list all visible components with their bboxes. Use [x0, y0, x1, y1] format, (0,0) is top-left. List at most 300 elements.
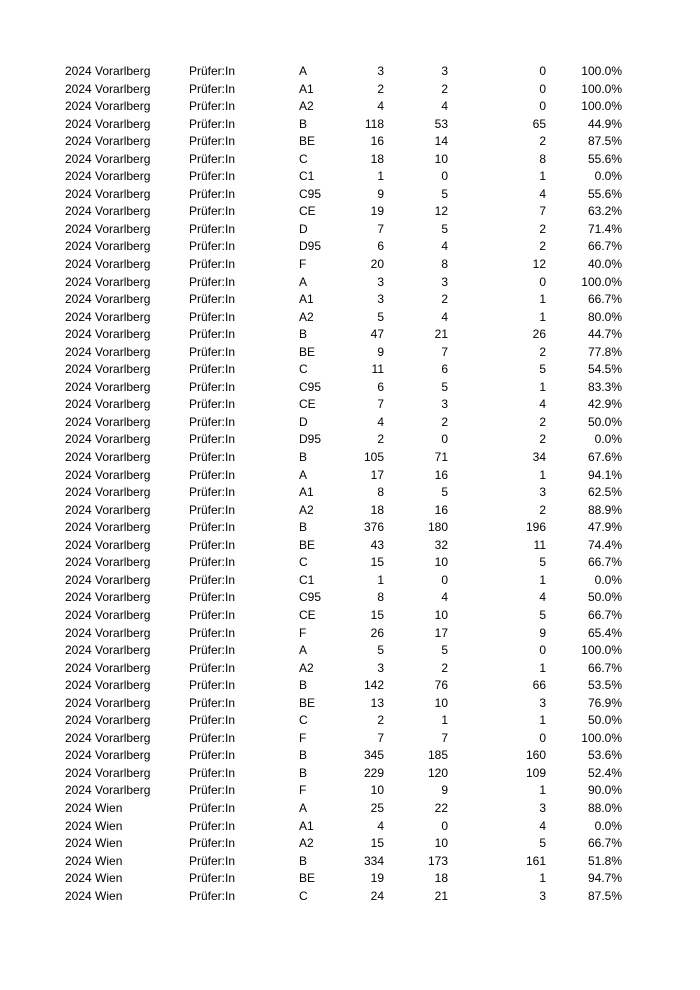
table-row — [0, 396, 700, 414]
table-row — [0, 238, 700, 256]
cell-passed: 4 — [441, 239, 448, 254]
cell-failed: 2 — [539, 414, 546, 429]
cell-pass-rate: 66.7% — [587, 292, 622, 307]
cell-total: 1 — [377, 572, 384, 587]
table-row — [0, 519, 700, 537]
cell-pass-rate: 0.0% — [594, 818, 622, 833]
cell-role: Prüfer:In — [189, 432, 236, 447]
table-row — [0, 660, 700, 678]
cell-failed: 5 — [539, 607, 546, 622]
cell-pass-rate: 50.0% — [587, 590, 622, 605]
cell-failed: 2 — [539, 502, 546, 517]
cell-total: 3 — [377, 660, 384, 675]
cell-failed: 0 — [539, 274, 546, 289]
table-row — [0, 168, 700, 186]
cell-role: Prüfer:In — [189, 853, 236, 868]
cell-license-class: BE — [299, 695, 316, 710]
cell-role: Prüfer:In — [189, 151, 236, 166]
cell-region: 2024 Vorarlberg — [65, 81, 151, 96]
cell-pass-rate: 90.0% — [587, 783, 622, 798]
table-row — [0, 361, 700, 379]
cell-role: Prüfer:In — [189, 221, 236, 236]
table-row — [0, 221, 700, 239]
cell-passed: 4 — [441, 99, 448, 114]
cell-failed: 66 — [532, 678, 546, 693]
cell-passed: 18 — [434, 871, 448, 886]
cell-passed: 17 — [434, 625, 448, 640]
cell-passed: 10 — [434, 836, 448, 851]
cell-role: Prüfer:In — [189, 397, 236, 412]
cell-region: 2024 Vorarlberg — [65, 485, 151, 500]
cell-failed: 1 — [539, 309, 546, 324]
table-row — [0, 625, 700, 643]
table-row — [0, 695, 700, 713]
cell-failed: 1 — [539, 783, 546, 798]
cell-region: 2024 Vorarlberg — [65, 274, 151, 289]
table-row — [0, 502, 700, 520]
cell-total: 2 — [377, 713, 384, 728]
cell-failed: 0 — [539, 730, 546, 745]
cell-role: Prüfer:In — [189, 344, 236, 359]
table-row — [0, 467, 700, 485]
cell-failed: 2 — [539, 221, 546, 236]
cell-passed: 0 — [441, 572, 448, 587]
table-row — [0, 291, 700, 309]
cell-total: 8 — [377, 590, 384, 605]
cell-license-class: C1 — [299, 572, 315, 587]
data-table — [0, 63, 700, 905]
cell-passed: 16 — [434, 467, 448, 482]
table-row — [0, 116, 700, 134]
cell-role: Prüfer:In — [189, 713, 236, 728]
cell-role: Prüfer:In — [189, 99, 236, 114]
cell-passed: 16 — [434, 502, 448, 517]
cell-pass-rate: 80.0% — [587, 309, 622, 324]
cell-license-class: A2 — [299, 836, 314, 851]
cell-total: 16 — [370, 134, 384, 149]
cell-failed: 1 — [539, 379, 546, 394]
cell-total: 13 — [370, 695, 384, 710]
cell-region: 2024 Vorarlberg — [65, 537, 151, 552]
cell-pass-rate: 88.9% — [587, 502, 622, 517]
cell-license-class: B — [299, 678, 308, 693]
cell-license-class: A2 — [299, 660, 314, 675]
cell-total: 4 — [377, 414, 384, 429]
cell-passed: 0 — [441, 169, 448, 184]
cell-role: Prüfer:In — [189, 274, 236, 289]
cell-license-class: A2 — [299, 309, 314, 324]
cell-pass-rate: 71.4% — [587, 221, 622, 236]
table-row — [0, 712, 700, 730]
cell-region: 2024 Wien — [65, 800, 123, 815]
cell-role: Prüfer:In — [189, 116, 236, 131]
cell-passed: 7 — [441, 730, 448, 745]
cell-region: 2024 Wien — [65, 853, 123, 868]
table-row — [0, 63, 700, 81]
cell-region: 2024 Vorarlberg — [65, 660, 151, 675]
cell-failed: 26 — [532, 327, 546, 342]
cell-failed: 7 — [539, 204, 546, 219]
cell-role: Prüfer:In — [189, 414, 236, 429]
cell-passed: 21 — [434, 888, 448, 903]
cell-total: 19 — [370, 871, 384, 886]
cell-passed: 5 — [441, 186, 448, 201]
cell-region: 2024 Vorarlberg — [65, 134, 151, 149]
cell-region: 2024 Vorarlberg — [65, 169, 151, 184]
cell-license-class: BE — [299, 134, 316, 149]
cell-total: 7 — [377, 397, 384, 412]
cell-pass-rate: 0.0% — [594, 432, 622, 447]
cell-role: Prüfer:In — [189, 625, 236, 640]
cell-failed: 5 — [539, 836, 546, 851]
cell-region: 2024 Vorarlberg — [65, 116, 151, 131]
cell-region: 2024 Vorarlberg — [65, 643, 151, 658]
cell-passed: 76 — [434, 678, 448, 693]
cell-license-class: A — [299, 800, 308, 815]
cell-role: Prüfer:In — [189, 607, 236, 622]
cell-failed: 4 — [539, 590, 546, 605]
cell-region: 2024 Vorarlberg — [65, 590, 151, 605]
cell-passed: 120 — [427, 765, 448, 780]
cell-pass-rate: 52.4% — [587, 765, 622, 780]
cell-role: Prüfer:In — [189, 81, 236, 96]
cell-pass-rate: 66.7% — [587, 607, 622, 622]
cell-passed: 71 — [434, 450, 448, 465]
cell-passed: 5 — [441, 221, 448, 236]
cell-total: 25 — [370, 800, 384, 815]
cell-role: Prüfer:In — [189, 888, 236, 903]
cell-total: 5 — [377, 643, 384, 658]
table-row — [0, 98, 700, 116]
table-row — [0, 431, 700, 449]
cell-region: 2024 Vorarlberg — [65, 239, 151, 254]
cell-passed: 21 — [434, 327, 448, 342]
cell-total: 8 — [377, 485, 384, 500]
cell-passed: 2 — [441, 660, 448, 675]
cell-region: 2024 Vorarlberg — [65, 64, 151, 78]
cell-role: Prüfer:In — [189, 836, 236, 851]
cell-license-class: A — [299, 643, 308, 658]
cell-total: 142 — [363, 678, 384, 693]
cell-failed: 9 — [539, 625, 546, 640]
table-row — [0, 414, 700, 432]
cell-region: 2024 Vorarlberg — [65, 221, 151, 236]
cell-failed: 2 — [539, 344, 546, 359]
table-row — [0, 607, 700, 625]
table-row — [0, 835, 700, 853]
table-row — [0, 870, 700, 888]
cell-total: 4 — [377, 99, 384, 114]
cell-license-class: BE — [299, 344, 316, 359]
cell-failed: 4 — [539, 186, 546, 201]
cell-region: 2024 Vorarlberg — [65, 748, 151, 763]
cell-pass-rate: 50.0% — [587, 414, 622, 429]
cell-license-class: C95 — [299, 186, 322, 201]
cell-role: Prüfer:In — [189, 590, 236, 605]
cell-passed: 8 — [441, 257, 448, 272]
cell-failed: 8 — [539, 151, 546, 166]
cell-pass-rate: 66.7% — [587, 239, 622, 254]
cell-pass-rate: 87.5% — [587, 134, 622, 149]
cell-license-class: F — [299, 783, 307, 798]
cell-passed: 7 — [441, 344, 448, 359]
cell-license-class: B — [299, 520, 308, 535]
cell-total: 3 — [377, 274, 384, 289]
cell-region: 2024 Vorarlberg — [65, 414, 151, 429]
cell-pass-rate: 66.7% — [587, 836, 622, 851]
cell-pass-rate: 54.5% — [587, 362, 622, 377]
cell-region: 2024 Vorarlberg — [65, 467, 151, 482]
cell-region: 2024 Vorarlberg — [65, 572, 151, 587]
cell-passed: 1 — [441, 713, 448, 728]
cell-passed: 2 — [441, 414, 448, 429]
cell-pass-rate: 100.0% — [581, 730, 622, 745]
cell-total: 26 — [370, 625, 384, 640]
cell-license-class: C — [299, 362, 308, 377]
cell-license-class: B — [299, 327, 308, 342]
cell-passed: 14 — [434, 134, 448, 149]
cell-pass-rate: 66.7% — [587, 660, 622, 675]
cell-failed: 2 — [539, 239, 546, 254]
cell-passed: 22 — [434, 800, 448, 815]
cell-passed: 180 — [427, 520, 448, 535]
cell-region: 2024 Vorarlberg — [65, 502, 151, 517]
cell-region: 2024 Vorarlberg — [65, 362, 151, 377]
cell-role: Prüfer:In — [189, 327, 236, 342]
cell-license-class: A1 — [299, 485, 314, 500]
table-row — [0, 730, 700, 748]
table-row — [0, 344, 700, 362]
cell-region: 2024 Vorarlberg — [65, 432, 151, 447]
cell-pass-rate: 50.0% — [587, 713, 622, 728]
cell-region: 2024 Vorarlberg — [65, 204, 151, 219]
cell-license-class: D95 — [299, 432, 322, 447]
cell-passed: 3 — [441, 274, 448, 289]
cell-role: Prüfer:In — [189, 730, 236, 745]
cell-region: 2024 Wien — [65, 818, 123, 833]
cell-total: 7 — [377, 730, 384, 745]
cell-license-class: F — [299, 257, 307, 272]
cell-region: 2024 Vorarlberg — [65, 292, 151, 307]
table-row — [0, 81, 700, 99]
cell-pass-rate: 83.3% — [587, 379, 622, 394]
cell-failed: 1 — [539, 713, 546, 728]
cell-pass-rate: 100.0% — [581, 81, 622, 96]
cell-license-class: A2 — [299, 99, 314, 114]
cell-region: 2024 Vorarlberg — [65, 695, 151, 710]
cell-passed: 10 — [434, 607, 448, 622]
cell-passed: 32 — [434, 537, 448, 552]
cell-passed: 3 — [441, 397, 448, 412]
cell-role: Prüfer:In — [189, 379, 236, 394]
cell-license-class: D — [299, 221, 308, 236]
cell-license-class: C — [299, 888, 308, 903]
cell-failed: 11 — [533, 537, 546, 552]
cell-role: Prüfer:In — [189, 818, 236, 833]
cell-role: Prüfer:In — [189, 572, 236, 587]
cell-region: 2024 Vorarlberg — [65, 344, 151, 359]
cell-passed: 0 — [441, 818, 448, 833]
cell-license-class: F — [299, 625, 307, 640]
cell-total: 376 — [363, 520, 384, 535]
cell-region: 2024 Vorarlberg — [65, 783, 151, 798]
cell-pass-rate: 0.0% — [594, 169, 622, 184]
cell-passed: 5 — [441, 379, 448, 394]
cell-passed: 10 — [434, 695, 448, 710]
cell-passed: 12 — [434, 204, 448, 219]
cell-total: 15 — [370, 607, 384, 622]
cell-pass-rate: 77.8% — [587, 344, 622, 359]
cell-region: 2024 Vorarlberg — [65, 151, 151, 166]
cell-pass-rate: 63.2% — [587, 204, 622, 219]
table-row — [0, 554, 700, 572]
cell-pass-rate: 94.7% — [587, 871, 622, 886]
cell-passed: 2 — [441, 81, 448, 96]
cell-passed: 10 — [434, 151, 448, 166]
cell-region: 2024 Vorarlberg — [65, 765, 151, 780]
cell-pass-rate: 100.0% — [581, 99, 622, 114]
cell-pass-rate: 100.0% — [581, 643, 622, 658]
cell-pass-rate: 47.9% — [587, 520, 622, 535]
cell-region: 2024 Vorarlberg — [65, 397, 151, 412]
cell-total: 2 — [377, 432, 384, 447]
cell-region: 2024 Vorarlberg — [65, 730, 151, 745]
cell-passed: 2 — [441, 292, 448, 307]
cell-license-class: C95 — [299, 379, 322, 394]
cell-role: Prüfer:In — [189, 871, 236, 886]
cell-pass-rate: 55.6% — [587, 186, 622, 201]
cell-total: 4 — [377, 818, 384, 833]
cell-role: Prüfer:In — [189, 362, 236, 377]
table-row — [0, 256, 700, 274]
cell-total: 105 — [363, 450, 384, 465]
cell-passed: 173 — [427, 853, 448, 868]
cell-total: 7 — [377, 221, 384, 236]
cell-region: 2024 Wien — [65, 836, 123, 851]
cell-failed: 0 — [539, 643, 546, 658]
cell-role: Prüfer:In — [189, 783, 236, 798]
table-row — [0, 782, 700, 800]
table-row — [0, 326, 700, 344]
cell-role: Prüfer:In — [189, 169, 236, 184]
cell-license-class: B — [299, 853, 308, 868]
cell-role: Prüfer:In — [189, 502, 236, 517]
cell-total: 9 — [377, 344, 384, 359]
cell-total: 5 — [377, 309, 384, 324]
cell-failed: 5 — [539, 362, 546, 377]
table-row — [0, 203, 700, 221]
cell-passed: 185 — [427, 748, 448, 763]
cell-role: Prüfer:In — [189, 467, 236, 482]
cell-pass-rate: 42.9% — [587, 397, 622, 412]
cell-passed: 3 — [441, 64, 448, 78]
cell-license-class: C95 — [299, 590, 322, 605]
cell-role: Prüfer:In — [189, 134, 236, 149]
cell-total: 3 — [377, 292, 384, 307]
cell-pass-rate: 94.1% — [587, 467, 622, 482]
cell-region: 2024 Vorarlberg — [65, 257, 151, 272]
cell-pass-rate: 100.0% — [581, 274, 622, 289]
cell-license-class: A1 — [299, 818, 314, 833]
cell-passed: 0 — [441, 432, 448, 447]
cell-role: Prüfer:In — [189, 555, 236, 570]
cell-role: Prüfer:In — [189, 660, 236, 675]
cell-pass-rate: 74.4% — [587, 537, 622, 552]
cell-license-class: A — [299, 64, 308, 78]
cell-failed: 2 — [539, 134, 546, 149]
cell-role: Prüfer:In — [189, 450, 236, 465]
cell-role: Prüfer:In — [189, 64, 236, 78]
cell-pass-rate: 55.6% — [587, 151, 622, 166]
cell-license-class: A — [299, 274, 308, 289]
cell-region: 2024 Wien — [65, 888, 123, 903]
table-row — [0, 589, 700, 607]
cell-passed: 6 — [441, 362, 448, 377]
cell-failed: 5 — [539, 555, 546, 570]
cell-failed: 1 — [539, 572, 546, 587]
cell-license-class: CE — [299, 607, 316, 622]
cell-role: Prüfer:In — [189, 678, 236, 693]
cell-region: 2024 Vorarlberg — [65, 379, 151, 394]
cell-license-class: C — [299, 151, 308, 166]
cell-license-class: CE — [299, 204, 316, 219]
cell-total: 19 — [370, 204, 384, 219]
cell-pass-rate: 51.8% — [587, 853, 622, 868]
table-row — [0, 677, 700, 695]
cell-pass-rate: 66.7% — [587, 555, 622, 570]
cell-license-class: BE — [299, 871, 316, 886]
cell-failed: 1 — [539, 169, 546, 184]
cell-passed: 4 — [441, 309, 448, 324]
table-row — [0, 747, 700, 765]
cell-role: Prüfer:In — [189, 292, 236, 307]
cell-total: 20 — [370, 257, 384, 272]
cell-region: 2024 Vorarlberg — [65, 309, 151, 324]
table-row — [0, 537, 700, 555]
table-row — [0, 800, 700, 818]
cell-role: Prüfer:In — [189, 485, 236, 500]
table-row — [0, 379, 700, 397]
cell-failed: 4 — [539, 397, 546, 412]
cell-total: 6 — [377, 379, 384, 394]
cell-total: 9 — [377, 186, 384, 201]
cell-region: 2024 Wien — [65, 871, 123, 886]
cell-license-class: A — [299, 467, 308, 482]
cell-region: 2024 Vorarlberg — [65, 625, 151, 640]
cell-license-class: D95 — [299, 239, 322, 254]
cell-total: 2 — [377, 81, 384, 96]
cell-license-class: C — [299, 555, 308, 570]
cell-total: 15 — [370, 555, 384, 570]
cell-failed: 12 — [532, 257, 546, 272]
cell-passed: 4 — [441, 590, 448, 605]
cell-pass-rate: 76.9% — [587, 695, 622, 710]
cell-total: 6 — [377, 239, 384, 254]
cell-role: Prüfer:In — [189, 239, 236, 254]
cell-license-class: CE — [299, 397, 316, 412]
cell-license-class: B — [299, 116, 308, 131]
cell-total: 1 — [377, 169, 384, 184]
cell-failed: 3 — [539, 888, 546, 903]
table-row — [0, 449, 700, 467]
cell-pass-rate: 53.6% — [587, 748, 622, 763]
cell-region: 2024 Vorarlberg — [65, 520, 151, 535]
cell-pass-rate: 53.5% — [587, 678, 622, 693]
cell-license-class: A1 — [299, 292, 314, 307]
cell-role: Prüfer:In — [189, 695, 236, 710]
cell-license-class: B — [299, 450, 308, 465]
cell-failed: 0 — [539, 99, 546, 114]
